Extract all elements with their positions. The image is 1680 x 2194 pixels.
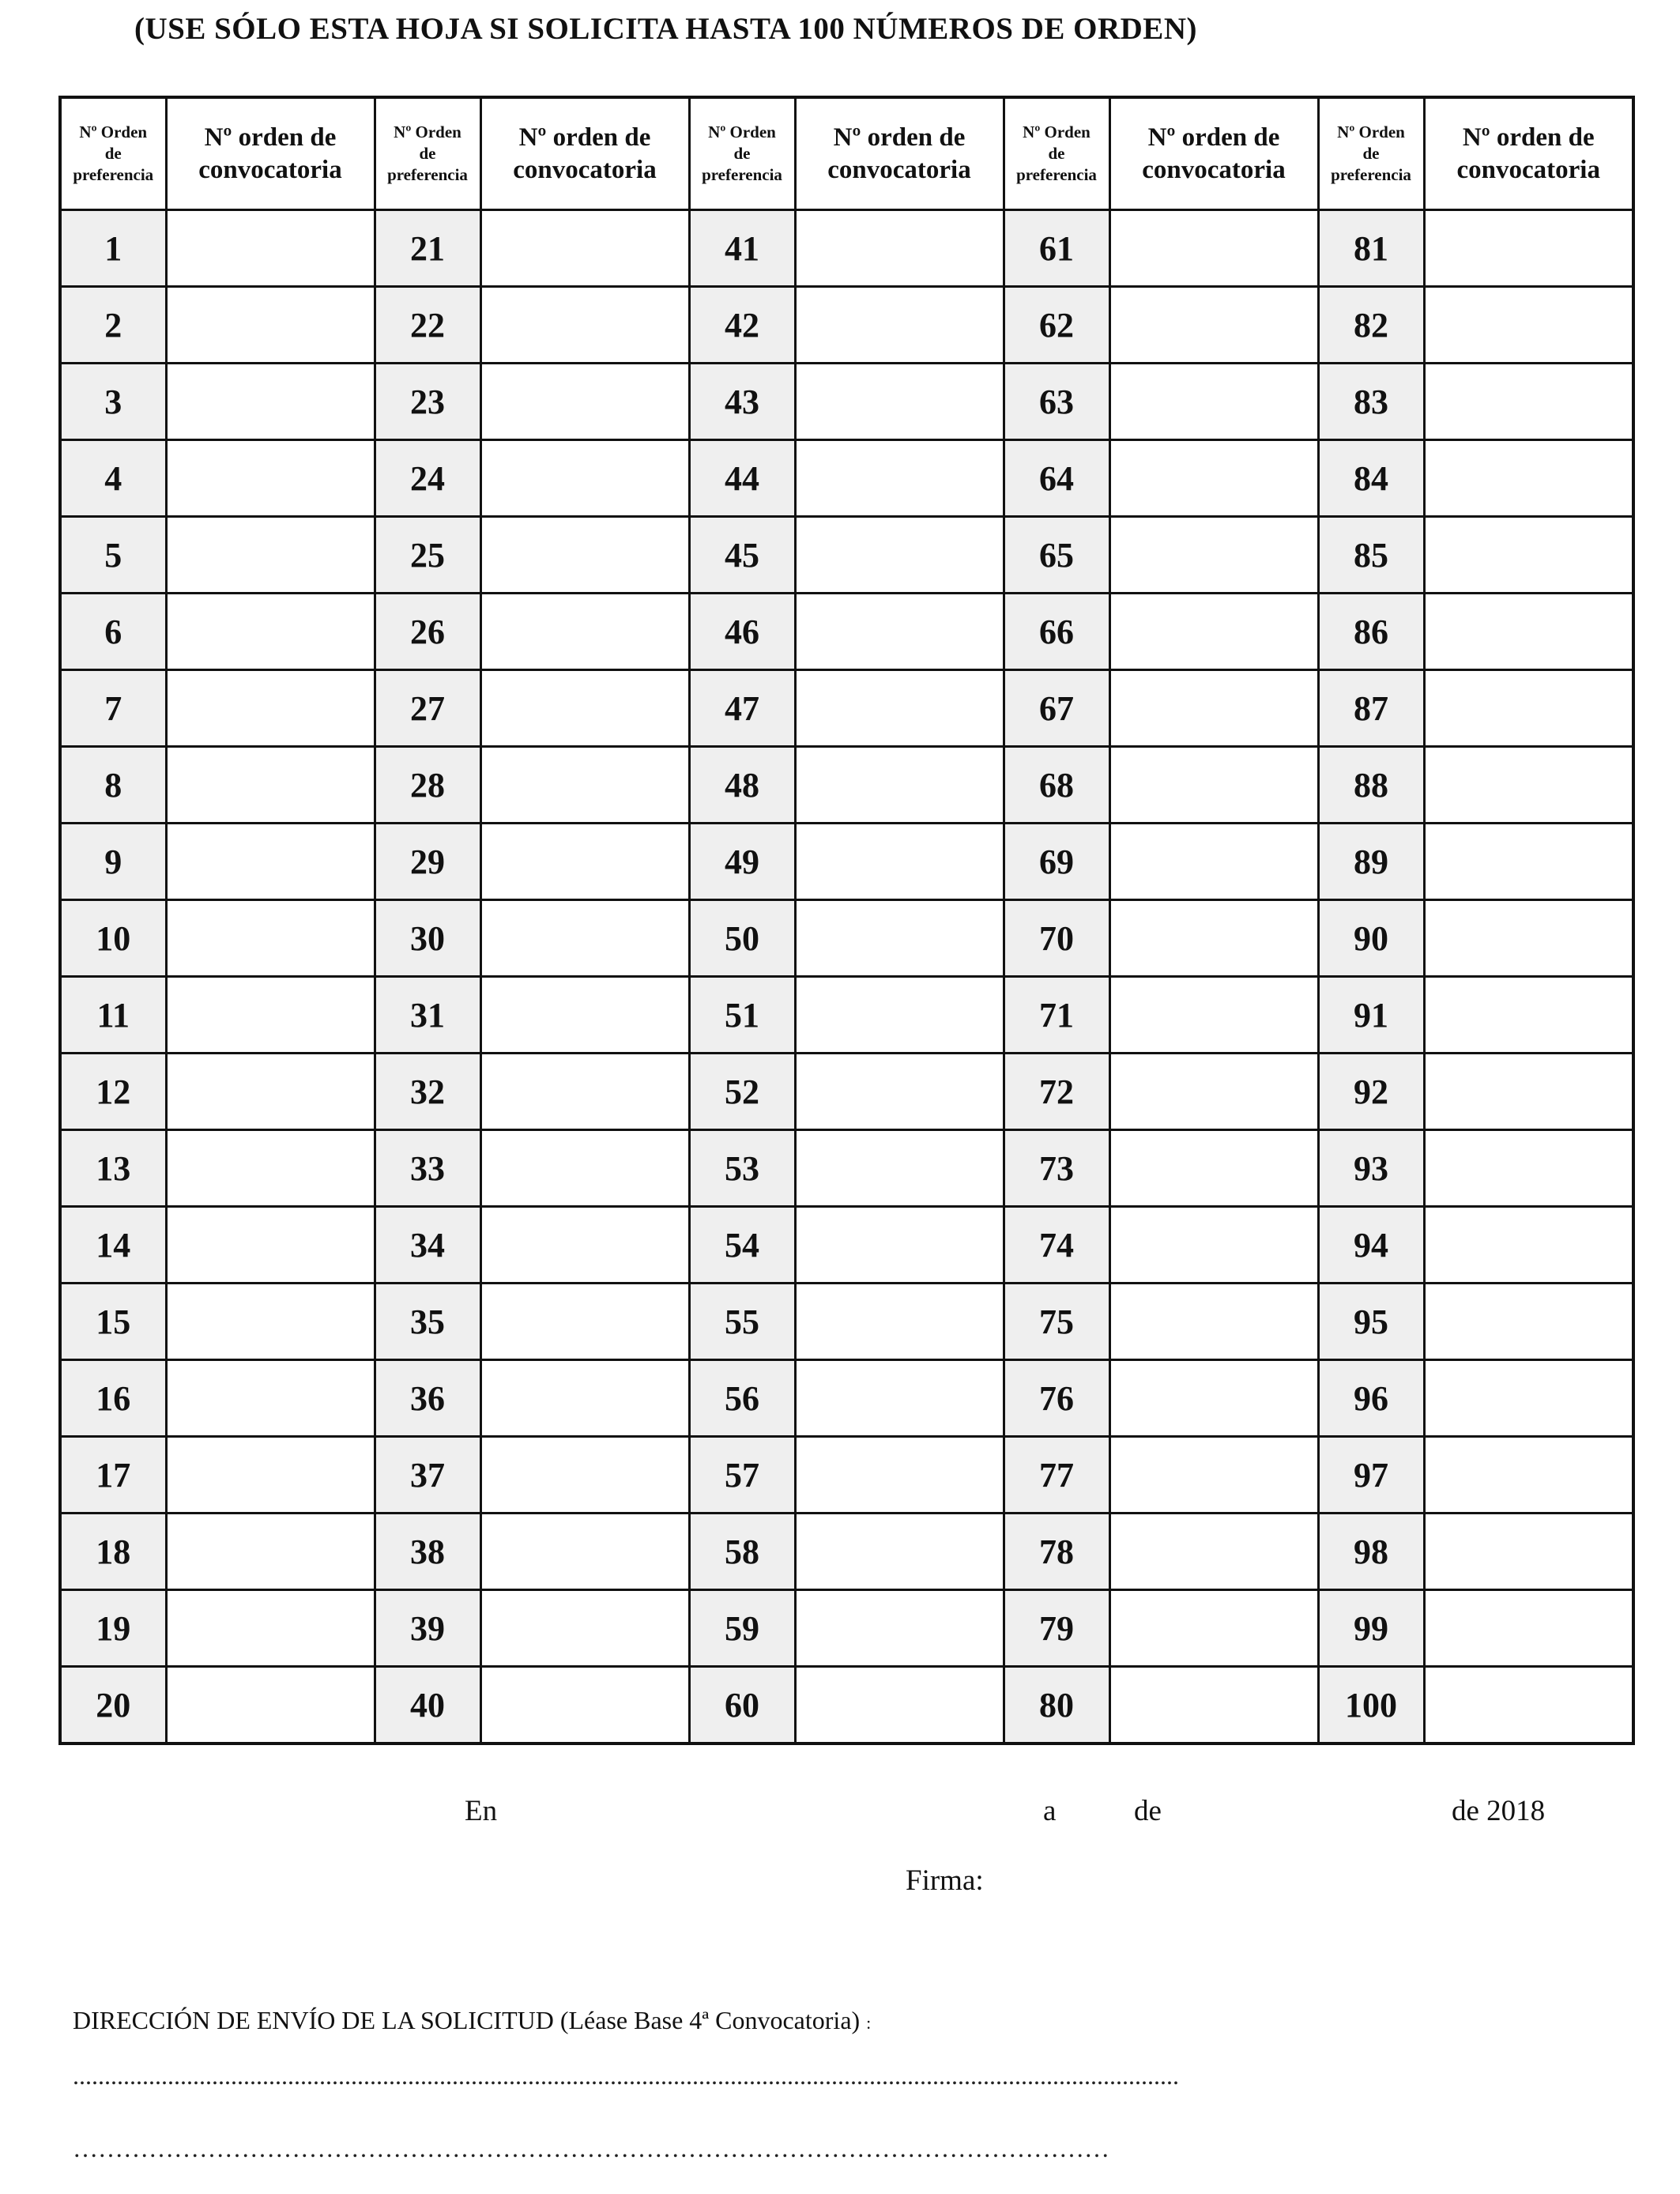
convocatoria-number-input-cell[interactable] [480,594,689,670]
convocatoria-number-input-cell[interactable] [795,1514,1004,1590]
convocatoria-number-input-cell[interactable] [166,1667,375,1744]
preference-number-cell: 21 [375,210,480,287]
convocatoria-number-input-cell[interactable] [795,210,1004,287]
table-row [60,1360,1633,1437]
preference-number-cell: 63 [1004,364,1109,440]
header-pref-line: Nº Orden [394,123,461,141]
preference-number-cell: 61 [1004,210,1109,287]
table-row [60,210,1633,287]
convocatoria-number-input-cell[interactable] [1424,517,1633,594]
convocatoria-number-input-cell[interactable] [795,1437,1004,1514]
preference-number-cell: 14 [60,1207,166,1284]
header-pref-line: de [104,144,122,163]
preference-number-cell: 76 [1004,1360,1109,1437]
convocatoria-number-input-cell[interactable] [166,1054,375,1130]
convocatoria-number-input-cell[interactable] [166,594,375,670]
preference-number-cell: 27 [375,670,480,747]
header-conv-line: convocatoria [827,155,971,184]
preference-number-cell: 99 [1318,1590,1424,1667]
header-conv-line: Nº orden de [833,123,966,152]
preference-number-cell: 13 [60,1130,166,1207]
preference-number-cell: 60 [689,1667,795,1744]
preference-number-cell: 50 [689,900,795,977]
header-pref-line: de [1362,144,1380,163]
convocatoria-number-input-cell[interactable] [1424,670,1633,747]
convocatoria-number-input-cell[interactable] [1109,517,1318,594]
table-row [60,1437,1633,1514]
preference-number-cell: 23 [375,364,480,440]
header-conv-line: convocatoria [1456,155,1600,184]
header-pref-line: de [733,144,751,163]
preference-number-cell: 24 [375,440,480,517]
preference-number-cell: 53 [689,1130,795,1207]
address-label [73,2006,871,2035]
convocatoria-number-input-cell[interactable] [480,1130,689,1207]
convocatoria-number-input-cell[interactable] [795,1667,1004,1744]
preference-number-cell: 85 [1318,517,1424,594]
header-order-convocatoria [1109,97,1318,210]
header-pref-line: preferencia [73,165,154,184]
convocatoria-number-input-cell[interactable] [1109,670,1318,747]
preference-number-cell: 81 [1318,210,1424,287]
convocatoria-number-input-cell[interactable] [1424,1590,1633,1667]
header-pref-line: de [1048,144,1065,163]
convocatoria-number-input-cell[interactable] [1424,1667,1633,1744]
convocatoria-number-input-cell[interactable] [480,900,689,977]
preference-number-cell: 47 [689,670,795,747]
preference-number-cell: 72 [1004,1054,1109,1130]
header-conv-line: convocatoria [1142,155,1286,184]
preference-number-cell: 77 [1004,1437,1109,1514]
convocatoria-number-input-cell[interactable] [795,1360,1004,1437]
table-row [60,824,1633,900]
preference-number-cell: 64 [1004,440,1109,517]
header-order-convocatoria [795,97,1004,210]
preference-number-cell: 30 [375,900,480,977]
table-row [60,1514,1633,1590]
preference-number-cell: 15 [60,1284,166,1360]
convocatoria-number-input-cell[interactable] [1109,594,1318,670]
convocatoria-number-input-cell[interactable] [1424,900,1633,977]
table-row [60,364,1633,440]
preference-number-cell: 98 [1318,1514,1424,1590]
convocatoria-number-input-cell[interactable] [166,1284,375,1360]
convocatoria-number-input-cell[interactable] [480,517,689,594]
preference-number-cell: 10 [60,900,166,977]
address-dotted-line-1[interactable]: ............................................................................................................................................................................... [73,2061,1179,2090]
convocatoria-number-input-cell[interactable] [1424,824,1633,900]
address-label-colon: : [866,2013,872,2033]
preference-number-cell: 32 [375,1054,480,1130]
preference-number-cell: 34 [375,1207,480,1284]
convocatoria-number-input-cell[interactable] [795,1130,1004,1207]
preference-number-cell: 1 [60,210,166,287]
preference-number-cell: 40 [375,1667,480,1744]
convocatoria-number-input-cell[interactable] [1424,594,1633,670]
convocatoria-number-input-cell[interactable] [795,747,1004,824]
preference-number-cell: 74 [1004,1207,1109,1284]
preference-number-cell: 7 [60,670,166,747]
date-de-label-1: de [1134,1795,1162,1827]
preference-number-cell: 100 [1318,1667,1424,1744]
header-pref-line: Nº Orden [708,123,776,141]
header-order-preference [689,97,795,210]
preference-number-cell: 39 [375,1590,480,1667]
preference-number-cell: 12 [60,1054,166,1130]
table-row [60,1054,1633,1130]
convocatoria-number-input-cell[interactable] [1109,1207,1318,1284]
preference-number-cell: 84 [1318,440,1424,517]
convocatoria-number-input-cell[interactable] [166,1590,375,1667]
convocatoria-number-input-cell[interactable] [1109,824,1318,900]
preference-number-cell: 90 [1318,900,1424,977]
preference-number-cell: 9 [60,824,166,900]
preference-number-cell: 70 [1004,900,1109,977]
preference-number-cell: 67 [1004,670,1109,747]
preference-number-cell: 2 [60,287,166,364]
header-pref-line: preferencia [1331,165,1411,184]
header-pref-line: Nº Orden [79,123,148,141]
preference-number-cell: 97 [1318,1437,1424,1514]
convocatoria-number-input-cell[interactable] [795,670,1004,747]
convocatoria-number-input-cell[interactable] [166,287,375,364]
header-order-preference [375,97,480,210]
header-conv-line: convocatoria [198,155,342,184]
date-a-label: a [1043,1795,1057,1827]
address-label-text: DIRECCIÓN DE ENVÍO DE LA SOLICITUD (Léase Base 4ª Convocatoria) [73,2006,861,2034]
convocatoria-number-input-cell[interactable] [166,1514,375,1590]
convocatoria-number-input-cell[interactable] [795,1207,1004,1284]
preference-number-cell: 78 [1004,1514,1109,1590]
preference-number-cell: 5 [60,517,166,594]
preference-number-cell: 73 [1004,1130,1109,1207]
convocatoria-number-input-cell[interactable] [1424,1130,1633,1207]
convocatoria-number-input-cell[interactable] [1424,287,1633,364]
header-conv-line: Nº orden de [204,123,337,152]
convocatoria-number-input-cell[interactable] [1424,1284,1633,1360]
preference-number-cell: 87 [1318,670,1424,747]
header-order-preference [1004,97,1109,210]
convocatoria-number-input-cell[interactable] [166,824,375,900]
preference-number-cell: 35 [375,1284,480,1360]
convocatoria-number-input-cell[interactable] [795,594,1004,670]
preference-number-cell: 93 [1318,1130,1424,1207]
preference-number-cell: 59 [689,1590,795,1667]
convocatoria-number-input-cell[interactable] [795,1590,1004,1667]
convocatoria-number-input-cell[interactable] [1424,1207,1633,1284]
convocatoria-number-input-cell[interactable] [795,900,1004,977]
table-row [60,1284,1633,1360]
preference-number-cell: 86 [1318,594,1424,670]
header-pref-line: preferencia [702,165,782,184]
convocatoria-number-input-cell[interactable] [795,824,1004,900]
convocatoria-number-input-cell[interactable] [795,517,1004,594]
convocatoria-number-input-cell[interactable] [1424,1437,1633,1514]
convocatoria-number-input-cell[interactable] [1109,1360,1318,1437]
convocatoria-number-input-cell[interactable] [166,1437,375,1514]
convocatoria-number-input-cell[interactable] [480,1667,689,1744]
preference-number-cell: 52 [689,1054,795,1130]
table-row [60,900,1633,977]
preference-number-cell: 62 [1004,287,1109,364]
convocatoria-number-input-cell[interactable] [480,440,689,517]
preference-number-cell: 42 [689,287,795,364]
preference-number-cell: 37 [375,1437,480,1514]
table-row [60,977,1633,1054]
convocatoria-number-input-cell[interactable] [1109,364,1318,440]
preference-number-cell: 83 [1318,364,1424,440]
preference-number-cell: 56 [689,1360,795,1437]
convocatoria-number-input-cell[interactable] [1109,900,1318,977]
preference-number-cell: 41 [689,210,795,287]
convocatoria-number-input-cell[interactable] [1109,1437,1318,1514]
preference-number-cell: 80 [1004,1667,1109,1744]
table-row [60,517,1633,594]
convocatoria-number-input-cell[interactable] [1109,1284,1318,1360]
preference-number-cell: 57 [689,1437,795,1514]
convocatoria-number-input-cell[interactable] [1109,1514,1318,1590]
header-order-preference [1318,97,1424,210]
header-pref-line: preferencia [1016,165,1097,184]
convocatoria-number-input-cell[interactable] [1424,977,1633,1054]
convocatoria-number-input-cell[interactable] [1109,747,1318,824]
convocatoria-number-input-cell[interactable] [1109,1054,1318,1130]
convocatoria-number-input-cell[interactable] [166,670,375,747]
preference-number-cell: 66 [1004,594,1109,670]
order-table [58,96,1635,1745]
table-row [60,747,1633,824]
preference-number-cell: 58 [689,1514,795,1590]
preference-number-cell: 92 [1318,1054,1424,1130]
preference-number-cell: 29 [375,824,480,900]
convocatoria-number-input-cell[interactable] [1109,210,1318,287]
convocatoria-number-input-cell[interactable] [1109,1667,1318,1744]
header-pref-line: Nº Orden [1337,123,1405,141]
convocatoria-number-input-cell[interactable] [480,1437,689,1514]
convocatoria-number-input-cell[interactable] [1424,364,1633,440]
header-order-convocatoria [480,97,689,210]
preference-number-cell: 43 [689,364,795,440]
preference-number-cell: 71 [1004,977,1109,1054]
table-row [60,440,1633,517]
header-conv-line: Nº orden de [518,123,651,152]
convocatoria-number-input-cell[interactable] [480,747,689,824]
convocatoria-number-input-cell[interactable] [795,1054,1004,1130]
preference-number-cell: 31 [375,977,480,1054]
header-conv-line: Nº orden de [1147,123,1280,152]
convocatoria-number-input-cell[interactable] [1424,1514,1633,1590]
preference-number-cell: 44 [689,440,795,517]
page-title: (USE SÓLO ESTA HOJA SI SOLICITA HASTA 100 NÚMEROS DE ORDEN) [134,12,1197,46]
convocatoria-number-input-cell[interactable] [166,1130,375,1207]
convocatoria-number-input-cell[interactable] [166,517,375,594]
header-conv-line: Nº orden de [1462,123,1595,152]
convocatoria-number-input-cell[interactable] [1109,1590,1318,1667]
convocatoria-number-input-cell[interactable] [1424,1054,1633,1130]
convocatoria-number-input-cell[interactable] [480,1284,689,1360]
address-dotted-line-2[interactable]: …………………………………………………………………………………………………………… [73,2134,1109,2162]
convocatoria-number-input-cell[interactable] [1424,440,1633,517]
preference-number-cell: 4 [60,440,166,517]
preference-number-cell: 91 [1318,977,1424,1054]
convocatoria-number-input-cell[interactable] [166,977,375,1054]
preference-number-cell: 28 [375,747,480,824]
convocatoria-number-input-cell[interactable] [480,1590,689,1667]
table-row [60,1130,1633,1207]
table-row [60,1590,1633,1667]
preference-number-cell: 22 [375,287,480,364]
preference-number-cell: 51 [689,977,795,1054]
table-body [60,210,1633,1744]
header-pref-line: Nº Orden [1023,123,1090,141]
preference-number-cell: 65 [1004,517,1109,594]
table-row [60,670,1633,747]
convocatoria-number-input-cell[interactable] [480,1207,689,1284]
convocatoria-number-input-cell[interactable] [166,210,375,287]
preference-number-cell: 55 [689,1284,795,1360]
convocatoria-number-input-cell[interactable] [166,900,375,977]
preference-number-cell: 46 [689,594,795,670]
date-year-label: de 2018 [1452,1795,1546,1827]
preference-number-cell: 48 [689,747,795,824]
convocatoria-number-input-cell[interactable] [795,287,1004,364]
header-order-convocatoria [1424,97,1633,210]
convocatoria-number-input-cell[interactable] [480,977,689,1054]
preference-number-cell: 89 [1318,824,1424,900]
convocatoria-number-input-cell[interactable] [1424,1360,1633,1437]
preference-number-cell: 54 [689,1207,795,1284]
table-row [60,594,1633,670]
preference-number-cell: 69 [1004,824,1109,900]
convocatoria-number-input-cell[interactable] [480,364,689,440]
preference-number-cell: 96 [1318,1360,1424,1437]
convocatoria-number-input-cell[interactable] [795,1284,1004,1360]
preference-number-cell: 33 [375,1130,480,1207]
preference-number-cell: 20 [60,1667,166,1744]
preference-number-cell: 11 [60,977,166,1054]
convocatoria-number-input-cell[interactable] [480,210,689,287]
preference-number-cell: 79 [1004,1590,1109,1667]
header-pref-line: de [419,144,436,163]
preference-number-cell: 36 [375,1360,480,1437]
preference-number-cell: 25 [375,517,480,594]
signature-label: Firma: [906,1864,984,1897]
convocatoria-number-input-cell[interactable] [1109,977,1318,1054]
convocatoria-number-input-cell[interactable] [1424,747,1633,824]
convocatoria-number-input-cell[interactable] [166,1207,375,1284]
preference-number-cell: 3 [60,364,166,440]
header-row [60,97,1633,210]
convocatoria-number-input-cell[interactable] [1109,287,1318,364]
convocatoria-number-input-cell[interactable] [480,1514,689,1590]
convocatoria-number-input-cell[interactable] [166,440,375,517]
preference-number-cell: 19 [60,1590,166,1667]
convocatoria-number-input-cell[interactable] [166,364,375,440]
preference-number-cell: 68 [1004,747,1109,824]
preference-number-cell: 45 [689,517,795,594]
header-order-convocatoria [166,97,375,210]
preference-number-cell: 49 [689,824,795,900]
preference-number-cell: 18 [60,1514,166,1590]
preference-number-cell: 94 [1318,1207,1424,1284]
convocatoria-number-input-cell[interactable] [166,747,375,824]
convocatoria-number-input-cell[interactable] [1424,210,1633,287]
convocatoria-number-input-cell[interactable] [1109,440,1318,517]
preference-number-cell: 16 [60,1360,166,1437]
header-order-preference [60,97,166,210]
convocatoria-number-input-cell[interactable] [480,824,689,900]
preference-number-cell: 82 [1318,287,1424,364]
table-row [60,287,1633,364]
table-row [60,1207,1633,1284]
preference-number-cell: 88 [1318,747,1424,824]
preference-number-cell: 8 [60,747,166,824]
convocatoria-number-input-cell[interactable] [795,364,1004,440]
convocatoria-number-input-cell[interactable] [480,287,689,364]
convocatoria-number-input-cell[interactable] [480,1360,689,1437]
convocatoria-number-input-cell[interactable] [795,977,1004,1054]
convocatoria-number-input-cell[interactable] [480,670,689,747]
preference-number-cell: 17 [60,1437,166,1514]
header-pref-line: preferencia [387,165,468,184]
preference-number-cell: 95 [1318,1284,1424,1360]
convocatoria-number-input-cell[interactable] [795,440,1004,517]
preference-number-cell: 38 [375,1514,480,1590]
convocatoria-number-input-cell[interactable] [1109,1130,1318,1207]
preference-number-cell: 26 [375,594,480,670]
preference-number-cell: 6 [60,594,166,670]
preference-number-cell: 75 [1004,1284,1109,1360]
table-row [60,1667,1633,1744]
date-en-label: En [465,1795,498,1827]
header-conv-line: convocatoria [513,155,657,184]
convocatoria-number-input-cell[interactable] [480,1054,689,1130]
convocatoria-number-input-cell[interactable] [166,1360,375,1437]
